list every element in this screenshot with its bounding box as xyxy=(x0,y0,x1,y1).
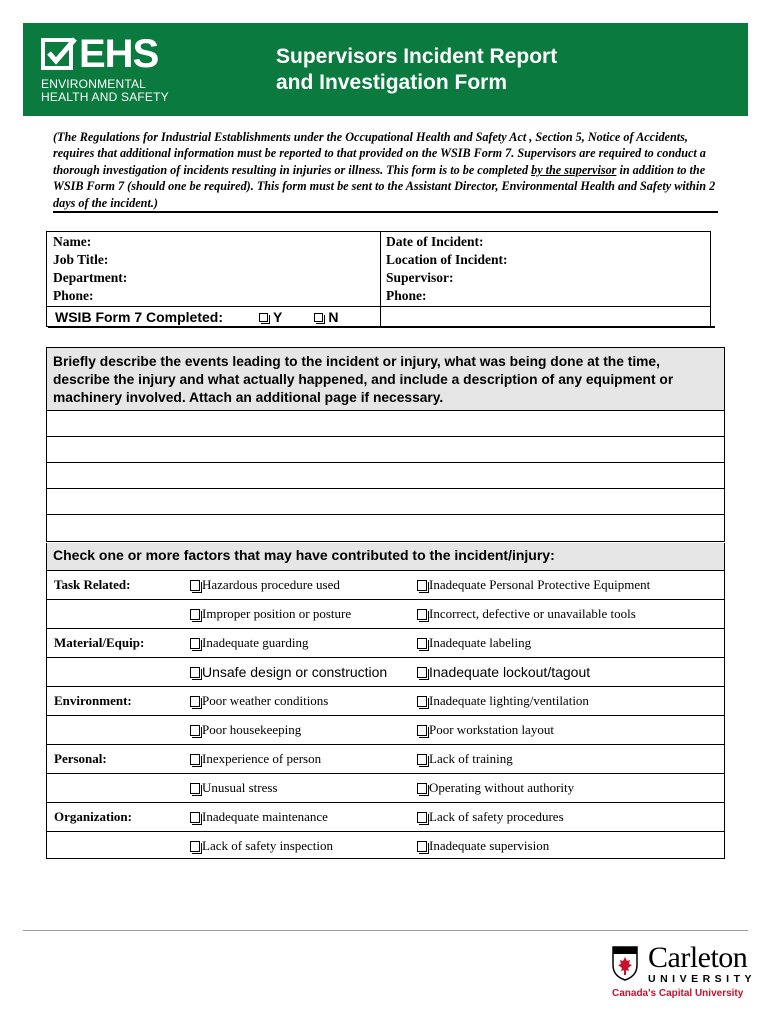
page-title xyxy=(276,44,557,96)
factor-row xyxy=(47,629,724,658)
ehs-logo xyxy=(41,32,169,104)
description-section xyxy=(46,347,725,542)
intro-part2: in addition to the WSIB Form 7 (should one be required). This form must be sent to the Assistant Director, Environmental Health and Safety within 2 days of the incident.) xyxy=(53,162,716,210)
factor-option[interactable] xyxy=(190,809,328,825)
factor-category: Organization: xyxy=(54,809,132,824)
table-shadow xyxy=(48,326,715,328)
wsib-yes-option[interactable] xyxy=(259,309,282,325)
factor-option[interactable] xyxy=(417,693,589,709)
checkbox-icon[interactable] xyxy=(417,580,427,591)
checkbox-icon[interactable] xyxy=(190,783,200,794)
row-divider xyxy=(47,306,710,307)
logo-line1: ENVIRONMENTAL xyxy=(41,77,147,91)
title-line1: Supervisors Incident Report xyxy=(276,45,558,68)
checkbox-icon[interactable] xyxy=(417,667,427,678)
factor-label: Lack of safety inspection xyxy=(202,838,334,853)
location-field[interactable]: Location of Incident: xyxy=(386,252,508,267)
factor-option[interactable] xyxy=(417,809,564,825)
intro-part1: (The Regulations for Industrial Establishments under the Occupational Health and Safety Act , Section 5, Notice of Accidents, requires that additional information must be reported to that provided on the WSIB Form 7. Supervisors are required to conduct a thorough investigation of incidents resulting in injuries or illness. This form is to be completed xyxy=(53,130,706,177)
factor-row xyxy=(47,745,724,774)
checkbox-icon[interactable] xyxy=(417,696,427,707)
description-line[interactable] xyxy=(47,489,724,515)
factor-label: Improper position or posture xyxy=(202,606,352,621)
checkbox-icon[interactable] xyxy=(190,754,200,765)
checkbox-icon[interactable] xyxy=(417,725,427,736)
factors-heading: Check one or more factors that may have contributed to the incident/injury: xyxy=(47,543,724,571)
logo-line2: HEALTH AND SAFETY xyxy=(41,90,169,104)
description-line[interactable] xyxy=(47,463,724,489)
factor-label: Inadequate lockout/tagout xyxy=(429,664,591,680)
factor-row xyxy=(47,571,724,600)
logo-text: EHS xyxy=(79,32,159,76)
factor-option[interactable] xyxy=(190,577,340,593)
factor-label: Poor weather conditions xyxy=(202,693,329,708)
factor-row xyxy=(47,658,724,687)
factor-label: Inadequate labeling xyxy=(429,635,532,650)
factor-option[interactable] xyxy=(417,780,574,796)
wsib-label: WSIB Form 7 Completed: xyxy=(55,309,224,325)
factor-row xyxy=(47,687,724,716)
wsib-yes-label: Y xyxy=(273,309,283,325)
checkbox-icon[interactable] xyxy=(314,313,323,322)
factor-category: Task Related: xyxy=(54,577,131,592)
factor-label: Unusual stress xyxy=(202,780,278,795)
factor-option[interactable] xyxy=(417,664,590,680)
factor-option[interactable] xyxy=(417,577,650,593)
intro-paragraph xyxy=(53,129,718,211)
checkbox-icon[interactable] xyxy=(190,812,200,823)
university-tagline: Canada's Capital University xyxy=(612,988,744,999)
checkbox-icon[interactable] xyxy=(190,725,200,736)
checkbox-icon[interactable] xyxy=(190,667,200,678)
name-field[interactable]: Name: xyxy=(53,234,92,249)
checkbox-icon[interactable] xyxy=(417,783,427,794)
factor-option[interactable] xyxy=(190,606,351,622)
factor-option[interactable] xyxy=(190,693,328,709)
department-field[interactable]: Department: xyxy=(53,270,128,285)
description-line[interactable] xyxy=(47,411,724,437)
header-banner xyxy=(23,23,748,116)
factor-option[interactable] xyxy=(190,838,333,854)
factor-option[interactable] xyxy=(190,780,277,796)
supervisor-phone-field[interactable]: Phone: xyxy=(386,288,427,303)
factor-row xyxy=(47,803,724,832)
factors-section xyxy=(46,543,725,859)
checkbox-icon[interactable] xyxy=(417,841,427,852)
factor-label: Hazardous procedure used xyxy=(202,577,340,592)
supervisor-field[interactable]: Supervisor: xyxy=(386,270,454,285)
factor-option[interactable] xyxy=(190,722,301,738)
factor-label: Inadequate lighting/ventilation xyxy=(429,693,589,708)
column-divider xyxy=(380,232,381,326)
intro-underlined: by the supervisor xyxy=(531,162,617,177)
factor-row xyxy=(47,600,724,629)
factor-label: Unsafe design or construction xyxy=(202,664,388,680)
factor-label: Inadequate Personal Protective Equipment xyxy=(429,577,651,592)
factor-label: Inadequate supervision xyxy=(429,838,550,853)
wsib-no-option[interactable] xyxy=(314,309,338,325)
factor-label: Inadequate maintenance xyxy=(202,809,328,824)
job-title-field[interactable]: Job Title: xyxy=(53,252,109,267)
factor-option[interactable] xyxy=(417,635,531,651)
checkbox-icon[interactable] xyxy=(190,696,200,707)
divider xyxy=(53,211,718,213)
description-heading: Briefly describe the events leading to the incident or injury, what was being done at the time, describe the injury and what actually happened, and include a description of any equipment or machinery involved. Attach an additional page if necessary. xyxy=(47,348,724,411)
factor-label: Inexperience of person xyxy=(202,751,322,766)
factor-label: Lack of training xyxy=(429,751,513,766)
checkbox-icon[interactable] xyxy=(190,841,200,852)
description-line[interactable] xyxy=(47,515,724,541)
checkbox-icon[interactable] xyxy=(417,638,427,649)
checkbox-icon[interactable] xyxy=(417,754,427,765)
factor-option[interactable] xyxy=(417,606,636,622)
factor-category: Environment: xyxy=(54,693,132,708)
factor-option[interactable] xyxy=(417,722,554,738)
factor-label: Incorrect, defective or unavailable tools xyxy=(429,606,636,621)
date-of-incident-field[interactable]: Date of Incident: xyxy=(386,234,484,249)
title-line2: and Investigation Form xyxy=(276,71,508,94)
info-table xyxy=(46,231,711,327)
wsib-row xyxy=(55,309,338,325)
factor-category: Material/Equip: xyxy=(54,635,145,650)
factor-row xyxy=(47,774,724,803)
factor-label: Inadequate guarding xyxy=(202,635,309,650)
factor-option[interactable] xyxy=(417,751,513,767)
checkbox-icon[interactable] xyxy=(417,812,427,823)
wsib-no-label: N xyxy=(328,309,339,325)
university-name: Carleton xyxy=(648,941,748,974)
footer-divider xyxy=(23,930,748,931)
phone-field[interactable]: Phone: xyxy=(53,288,94,303)
factor-option[interactable] xyxy=(190,664,387,680)
factor-label: Lack of safety procedures xyxy=(429,809,564,824)
factor-row xyxy=(47,716,724,745)
description-line[interactable] xyxy=(47,437,724,463)
factor-option[interactable] xyxy=(190,635,308,651)
factor-option[interactable] xyxy=(190,751,321,767)
factor-label: Poor workstation layout xyxy=(429,722,554,737)
factor-row xyxy=(47,832,724,861)
factor-option[interactable] xyxy=(417,838,549,854)
factor-label: Poor housekeeping xyxy=(202,722,302,737)
factor-label: Operating without authority xyxy=(429,780,575,795)
checkbox-check-icon xyxy=(41,37,77,71)
checkbox-icon[interactable] xyxy=(190,638,200,649)
checkbox-icon[interactable] xyxy=(190,609,200,620)
university-word: UNIVERSITY xyxy=(648,973,757,985)
checkbox-icon[interactable] xyxy=(259,313,268,322)
checkbox-icon[interactable] xyxy=(190,580,200,591)
factor-category: Personal: xyxy=(54,751,107,766)
checkbox-icon[interactable] xyxy=(417,609,427,620)
crest-icon xyxy=(612,945,638,981)
